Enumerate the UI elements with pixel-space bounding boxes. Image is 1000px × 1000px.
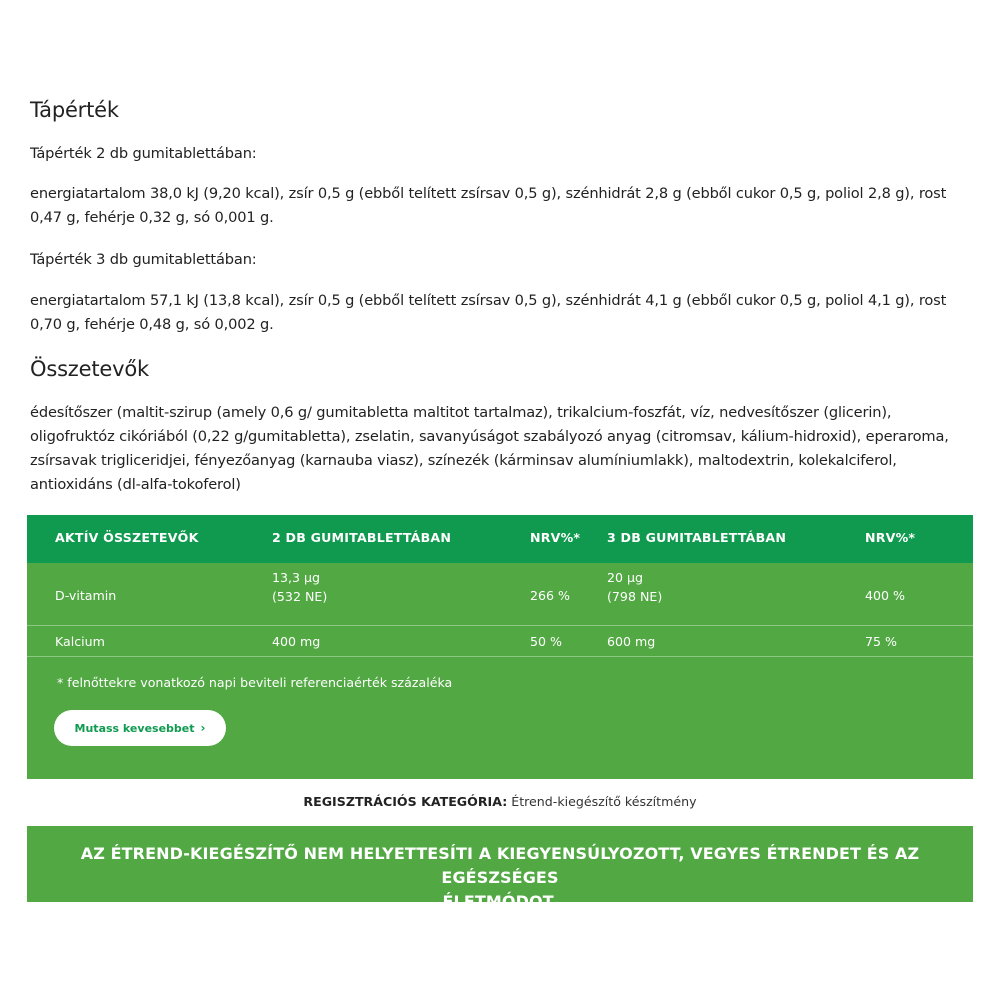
row-amount2: 400 mg [272,634,321,649]
row-amount2-line2: (532 NE) [272,589,328,604]
show-less-button[interactable] [54,710,226,746]
show-less-label: Mutass kevesebbet [74,721,195,735]
row-amount3-line2: (798 NE) [607,589,663,604]
registration-value: Étrend-kiegészítő készítmény [511,794,697,809]
header-nrv-3pcs: NRV%* [865,530,916,545]
nutrition-2pcs-subtitle: Tápérték 2 db gumitablettában: [30,145,257,162]
row-nrv3: 75 % [865,634,897,649]
registration-label: REGISZTRÁCIÓS KATEGÓRIA: [303,794,508,809]
row-nrv2: 50 % [530,634,562,649]
header-nrv-2pcs: NRV%* [530,530,581,545]
header-3pcs: 3 DB GUMITABLETTÁBAN [607,530,787,545]
nutrition-2pcs-text: energiatartalom 38,0 kJ (9,20 kcal), zsír 0,5 g (ebből telített zsírsav 0,5 g), szénhidrát 2,8 g (ebből cukor 0,5 g, poliol 2,8 g), rost 0,47 g, fehérje 0,32 g, só 0,001 g. [30,185,947,226]
disclaimer-line-2: ÉLETMÓDOT. [442,892,558,911]
registration-category [0,794,1000,809]
nrv-footnote: * felnőttekre vonatkozó napi beviteli referenciaérték százaléka [57,675,453,690]
header-2pcs: 2 DB GUMITABLETTÁBAN [272,530,452,545]
row-divider [27,625,973,626]
disclaimer-line-1: AZ ÉTREND-KIEGÉSZÍTŐ NEM HELYETTESÍTI A KIEGYENSÚLYOZOTT, VEGYES ÉTRENDET ÉS AZ EGÉSZSÉGES [80,844,920,887]
ingredients-title: Összetevők [30,357,149,381]
nutrition-3pcs-text: energiatartalom 57,1 kJ (13,8 kcal), zsír 0,5 g (ebből telített zsírsav 0,5 g), szénhidrát 4,1 g (ebből cukor 0,5 g, poliol 4,1 g), rost 0,70 g, fehérje 0,48 g, só 0,002 g. [30,292,947,333]
row-nrv2: 266 % [530,588,571,603]
chevron-right-icon: › [200,721,206,735]
row-amount3: 600 mg [607,634,656,649]
nutrition-3pcs-subtitle: Tápérték 3 db gumitablettában: [30,251,257,268]
header-active-ingredients: AKTÍV ÖSSZETEVŐK [55,530,199,545]
active-ingredients-table [27,515,973,779]
row-name-d-vitamin: D-vitamin [55,588,117,603]
row-nrv3: 400 % [865,588,906,603]
row-divider [27,656,973,657]
disclaimer-banner [27,826,973,911]
table-header [27,515,973,563]
ingredients-text: édesítőszer (maltit-szirup (amely 0,6 g/ gumitabletta maltitot tartalmaz), trikalcium-foszfát, víz, nedvesítőszer (glicerin), oligofruktóz cikóriából (0,22 g/gumitabletta), zselatin, savanyúságot szabályozó anyag (citromsav, kálium-hidroxid), eperaroma, zsírsavak trigliceridjei, fényezőanyag (karnauba viasz), színezék (kárminsav alumíniumlakk), maltodextrin, kolekalciferol, antioxidáns (dl-alfa-tokoferol) [30,404,949,493]
row-name-kalcium: Kalcium [55,634,105,649]
row-amount3-line1: 20 µg [607,570,644,585]
nutrition-title: Tápérték [30,98,119,122]
row-amount2-line1: 13,3 µg [272,570,321,585]
